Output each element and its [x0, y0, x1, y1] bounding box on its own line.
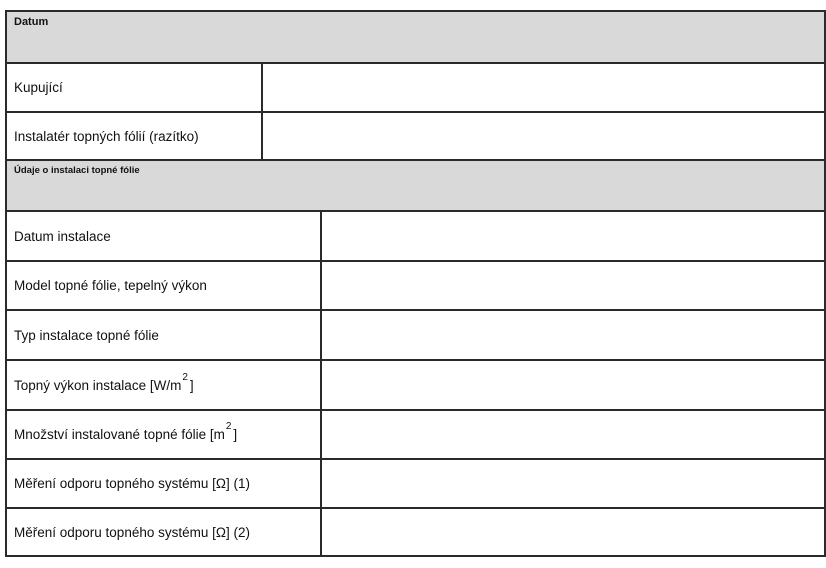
mereni-2-field[interactable] — [320, 509, 824, 555]
section-header-datum — [7, 12, 824, 64]
mnozstvi-field[interactable] — [320, 411, 824, 458]
typ-instalace-field[interactable] — [320, 311, 824, 359]
form-row-mnozstvi — [7, 411, 824, 460]
form-row-instalater — [7, 113, 824, 161]
field-label-mereni-2: Měření odporu topného systému [Ω] (2) — [14, 524, 250, 540]
form-row-mereni-2 — [7, 509, 824, 555]
field-label-datum-instalace: Datum instalace — [14, 228, 111, 244]
section-title: Datum — [14, 16, 49, 28]
datum-instalace-field[interactable] — [320, 212, 824, 260]
field-label-mereni-1: Měření odporu topného systému [Ω] (1) — [14, 476, 250, 491]
field-label-topny-vykon — [14, 361, 194, 409]
label-text: Množství instalované topné fólie [m — [14, 427, 225, 442]
form-row-model — [7, 262, 824, 311]
mereni-1-field[interactable] — [320, 460, 824, 507]
form-row-datum-instalace — [7, 212, 824, 262]
instalater-stamp-field[interactable] — [261, 113, 824, 159]
kupujici-field[interactable] — [261, 64, 824, 111]
form-row-kupujici — [7, 64, 824, 113]
installation-form — [5, 10, 826, 557]
model-field[interactable] — [320, 262, 824, 309]
section-header-udaje — [7, 161, 824, 212]
section-title: Údaje o instalaci topné fólie — [14, 165, 140, 176]
field-label-model: Model topné fólie, tepelný výkon — [14, 278, 207, 293]
label-suffix: ] — [233, 427, 238, 442]
superscript: 2 — [225, 421, 232, 432]
label-suffix: ] — [189, 377, 194, 393]
label-text: Topný výkon instalace [W/m — [14, 377, 182, 393]
field-label-typ-instalace: Typ instalace topné fólie — [14, 327, 159, 343]
topny-vykon-field[interactable] — [320, 361, 824, 409]
field-label-kupujici: Kupující — [14, 80, 63, 95]
superscript: 2 — [182, 371, 188, 383]
field-label-mnozstvi — [14, 411, 237, 458]
form-row-mereni-1 — [7, 460, 824, 509]
field-label-instalater: Instalatér topných fólií (razítko) — [14, 128, 199, 144]
form-row-typ-instalace — [7, 311, 824, 361]
form-row-topny-vykon — [7, 361, 824, 411]
